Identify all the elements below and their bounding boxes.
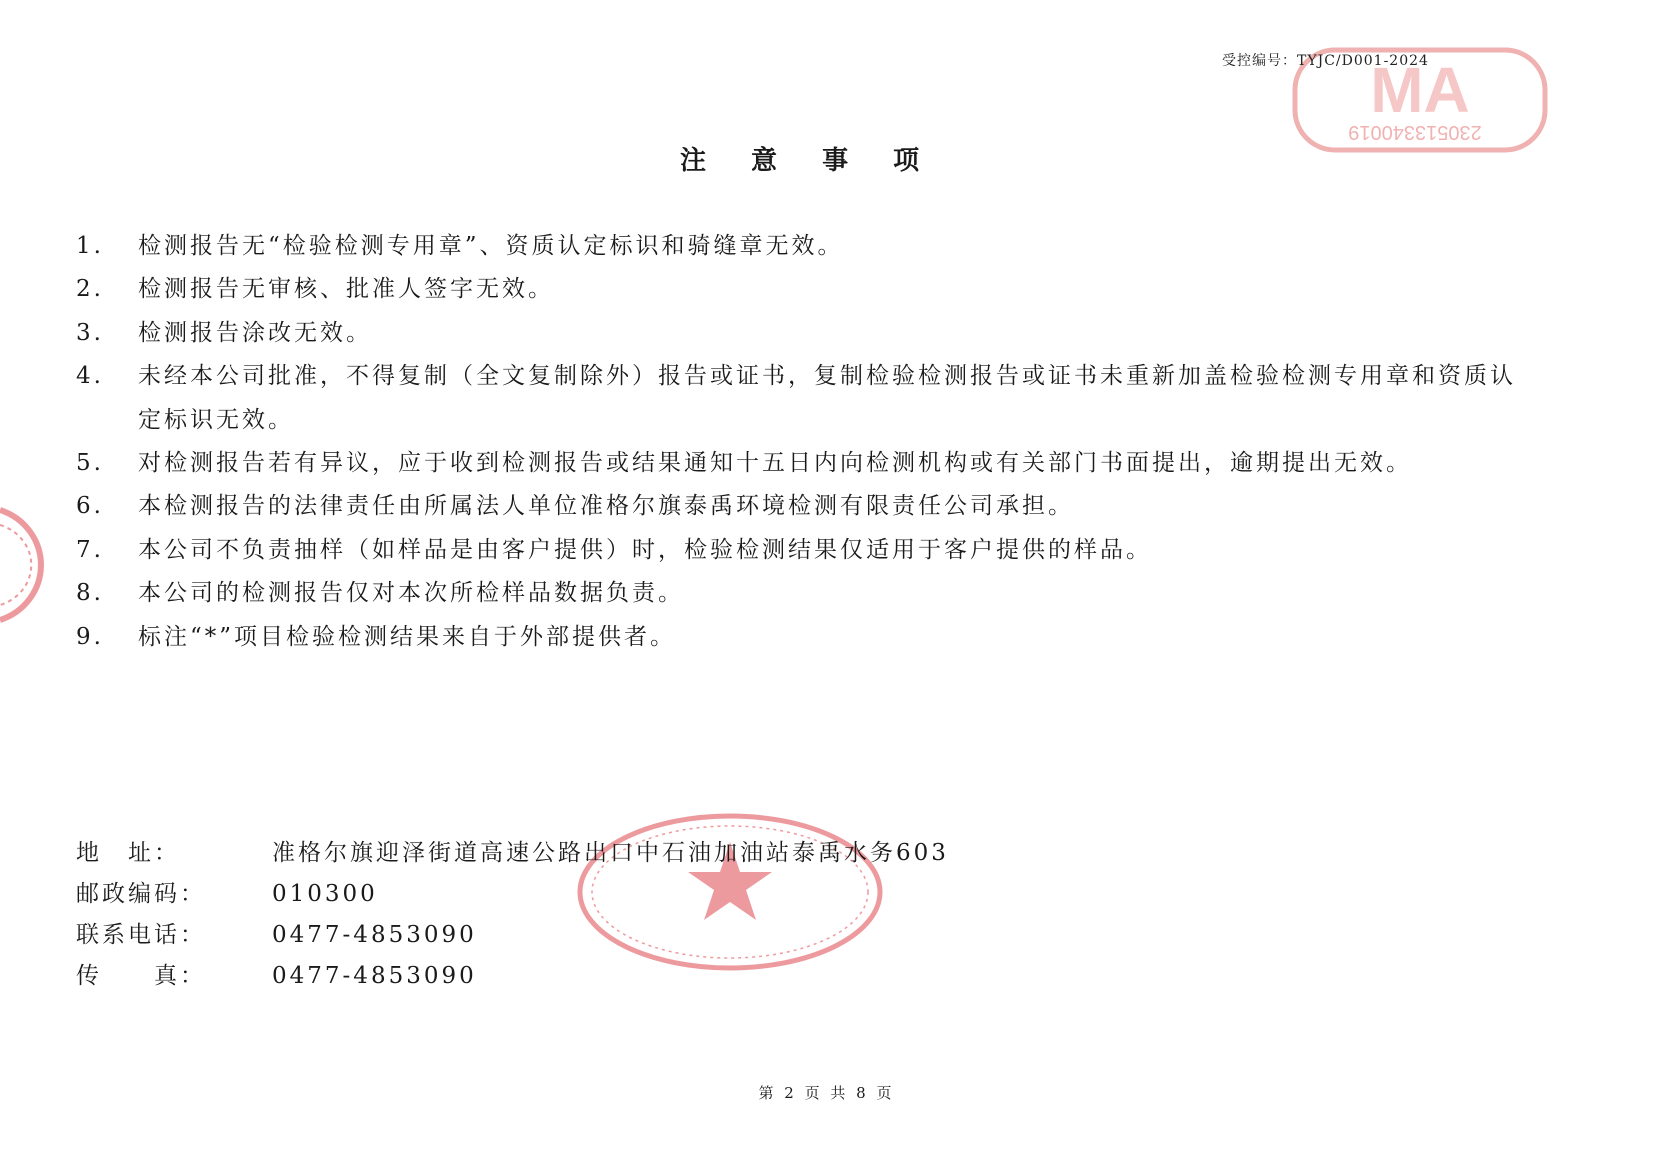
address-row xyxy=(76,833,949,874)
note-item xyxy=(76,485,1516,528)
contact-info xyxy=(76,833,949,997)
note-number: 6. xyxy=(76,493,104,520)
note-number: 2. xyxy=(76,276,104,303)
note-item xyxy=(76,616,1516,659)
note-item xyxy=(76,572,1516,615)
note-item xyxy=(76,312,1516,355)
note-number: 1. xyxy=(76,233,104,259)
phone-label: 联系电话： xyxy=(76,922,206,948)
note-text: 本检测报告的法律责任由所属法人单位准格尔旗泰禹环境检测有限责任公司承担。 xyxy=(138,493,1074,520)
note-number: 8. xyxy=(76,580,104,607)
note-number: 9. xyxy=(76,623,104,650)
note-text: 检测报告涂改无效。 xyxy=(138,319,372,346)
note-item xyxy=(76,268,1516,311)
note-number: 5. xyxy=(76,450,104,477)
notes-list xyxy=(76,225,1516,659)
note-number: 4. xyxy=(76,363,104,390)
note-text: 本公司不负责抽样（如样品是由客户提供）时，检验检测结果仅适用于客户提供的样品。 xyxy=(138,536,1152,563)
note-item xyxy=(76,225,1516,268)
page-number: 第 2 页 共 8 页 xyxy=(758,1084,895,1102)
note-item xyxy=(76,529,1516,572)
address-value: 准格尔旗迎泽街道高速公路出口中石油加油站泰禹水务603 xyxy=(272,840,949,866)
address-label: 地 址： xyxy=(76,840,180,866)
note-text: 检测报告无审核、批准人签字无效。 xyxy=(138,276,554,303)
note-text: 标注“*”项目检验检测结果来自于外部提供者。 xyxy=(138,623,677,650)
fax-row xyxy=(76,956,949,997)
note-number: 7. xyxy=(76,536,104,563)
postcode-value: 010300 xyxy=(272,881,378,907)
note-number: 3. xyxy=(76,319,104,346)
note-text: 检测报告无“检验检测专用章”、资质认定标识和骑缝章无效。 xyxy=(138,233,844,259)
svg-text:230513340019: 230513340019 xyxy=(1348,121,1482,143)
note-text: 对检测报告若有异议，应于收到检测报告或结果通知十五日内向检测机构或有关部门书面提出，逾期提出无效。 xyxy=(138,450,1412,477)
page-title: 注 意 事 项 xyxy=(680,146,938,176)
note-item xyxy=(76,355,1516,442)
fax-label: 传 真： xyxy=(76,963,206,989)
postcode-row xyxy=(76,874,949,915)
seam-seal xyxy=(0,505,70,625)
note-text: 本公司的检测报告仅对本次所检样品数据负责。 xyxy=(138,580,684,607)
fax-value: 0477-4853090 xyxy=(272,963,477,989)
phone-value: 0477-4853090 xyxy=(272,922,477,948)
svg-text:MA: MA xyxy=(1370,54,1470,126)
control-number: 受控编号：TYJC/D001-2024 xyxy=(1222,53,1429,69)
postcode-label: 邮政编码： xyxy=(76,881,206,907)
phone-row xyxy=(76,915,949,956)
note-item xyxy=(76,442,1516,485)
note-text: 未经本公司批准，不得复制（全文复制除外）报告或证书，复制检验检测报告或证书未重新加盖检验检测专用章和资质认定标识无效。 xyxy=(138,363,1516,433)
